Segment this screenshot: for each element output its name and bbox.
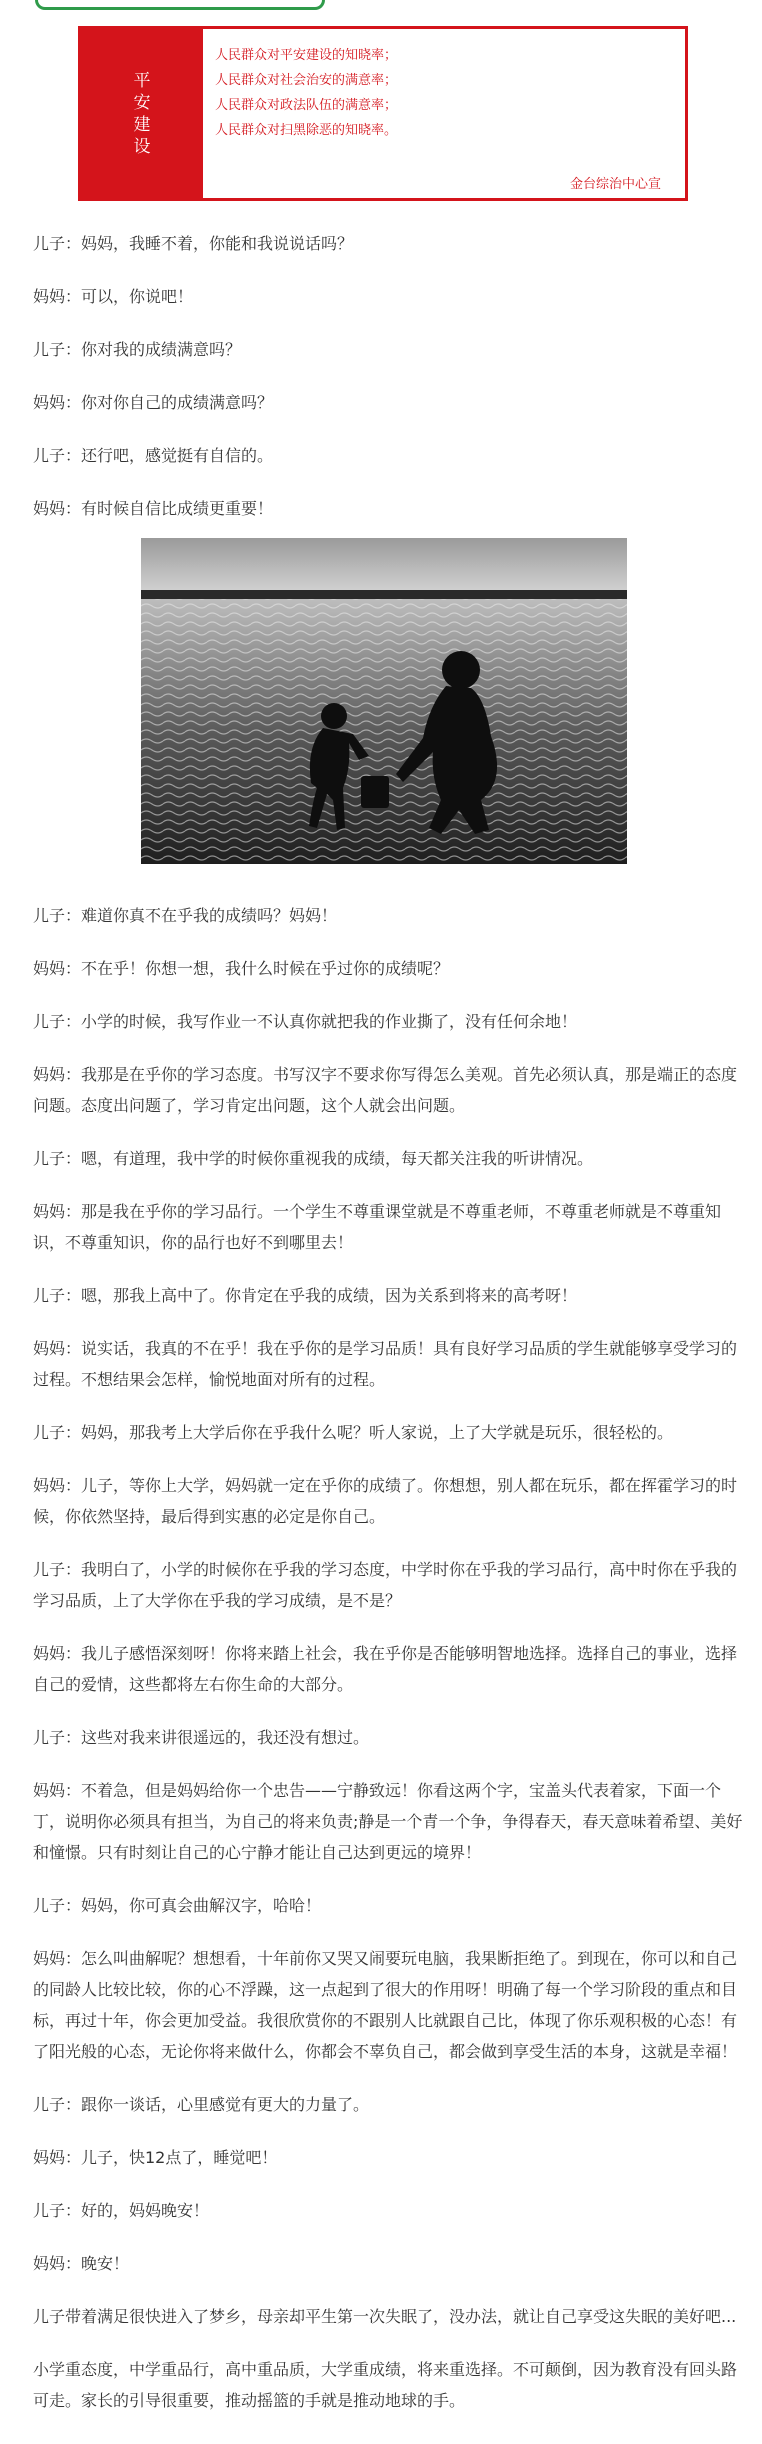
dialogue-line: 妈妈：儿子，快12点了，睡觉吧！ — [33, 2148, 278, 2167]
dialogue-line: 儿子：好的，妈妈晚安！ — [33, 2201, 210, 2220]
banner-line: 人民群众对扫黑除恶的知晓率。 — [215, 123, 398, 138]
dialogue-line: 妈妈：怎么叫曲解呢？想想看，十年前你又哭又闹要玩电脑，我果断拒绝了。到现在，你可以和自己的同龄人比较比较，你的心不浮躁，这一点起到了很大的作用呀！明确了每一个学习阶段的重点和目标，再过十年，你会更加受益。我很欣赏你的不跟别人比就跟自己比，体现了你乐观积极的心态！有了阳光般的心态，无论你将来做什么，你都会不辜负自己，都会做到享受生活的本身，这就是幸福！ — [33, 1949, 738, 2061]
dialogue-line: 儿子：还行吧，感觉挺有自信的。 — [33, 446, 274, 465]
dialogue-line: 妈妈：不着急，但是妈妈给你一个忠告——宁静致远！你看这两个字，宝盖头代表着家，下面一个丁，说明你必须具有担当，为自己的将来负责;静是一个青一个争，争得春天，春天意味着希望、美好和憧憬。只有时刻让自己的心宁静才能让自己达到更远的境界！ — [33, 1781, 743, 1862]
banner-line: 人民群众对平安建设的知晓率； — [215, 48, 398, 63]
top-banner-border — [35, 0, 325, 10]
dialogue-line: 儿子：这些对我来讲很遥远的，我还没有想过。 — [33, 1728, 370, 1747]
dialogue-line: 妈妈：不在乎！你想一想，我什么时候在乎过你的成绩呢？ — [33, 959, 450, 978]
dialogue-line: 儿子：妈妈，那我考上大学后你在乎我什么呢？听人家说，上了大学就是玩乐，很轻松的。 — [33, 1423, 674, 1442]
dialogue-line: 妈妈：我儿子感悟深刻呀！你将来踏上社会，我在乎你是否能够明智地选择。选择自己的事业，选择自己的爱情，这些都将左右你生命的大部分。 — [33, 1644, 738, 1694]
dialogue-line: 儿子：嗯，有道理，我中学的时候你重视我的成绩，每天都关注我的听讲情况。 — [33, 1149, 594, 1168]
mother-child-photo — [141, 538, 627, 864]
dialogue-line: 儿子：难道你真不在乎我的成绩吗？妈妈！ — [33, 906, 338, 925]
dialogue-line: 妈妈：说实话，我真的不在乎！我在乎你的是学习品质！具有良好学习品质的学生就能够享受学习的过程。不想结果会怎样，愉悦地面对所有的过程。 — [33, 1339, 738, 1389]
banner-lines — [215, 43, 397, 143]
banner-side-title: 平安建设 — [133, 70, 151, 157]
dialogue-line: 妈妈：我那是在乎你的学习态度。书写汉字不要求你写得怎么美观。首先必须认真，那是端正的态度问题。态度出问题了，学习肯定出问题，这个人就会出问题。 — [33, 1065, 738, 1115]
dialogue-line: 儿子：跟你一谈话，心里感觉有更大的力量了。 — [33, 2095, 370, 2114]
dialogue-part-1 — [33, 228, 745, 546]
dialogue-line: 小学重态度，中学重品行，高中重品质，大学重成绩，将来重选择。不可颠倒，因为教育没有回头路可走。家长的引导很重要，推动摇篮的手就是推动地球的手。 — [33, 2360, 738, 2410]
dialogue-line: 妈妈：晚安！ — [33, 2254, 130, 2273]
beach-silhouette-icon — [141, 538, 627, 864]
dialogue-line: 儿子：妈妈，你可真会曲解汉字，哈哈！ — [33, 1896, 322, 1915]
dialogue-line: 妈妈：儿子，等你上大学，妈妈就一定在乎你的成绩了。你想想，别人都在玩乐，都在挥霍学习的时候，你依然坚持，最后得到实惠的必定是你自己。 — [33, 1476, 738, 1526]
dialogue-line: 儿子：小学的时候，我写作业一不认真你就把我的作业撕了，没有任何余地！ — [33, 1012, 578, 1031]
dialogue-line: 妈妈：可以，你说吧！ — [33, 287, 194, 306]
banner-line: 人民群众对政法队伍的满意率； — [215, 98, 398, 113]
dialogue-line: 儿子带着满足很快进入了梦乡，母亲却平生第一次失眠了，没办法，就让自己享受这失眠的美好吧... — [33, 2307, 737, 2326]
dialogue-line: 妈妈：有时候自信比成绩更重要！ — [33, 499, 274, 518]
dialogue-line: 儿子：嗯，那我上高中了。你肯定在乎我的成绩，因为关系到将来的高考呀！ — [33, 1286, 578, 1305]
banner-line: 人民群众对社会治安的满意率； — [215, 73, 398, 88]
banner-signature: 金台综治中心宣 — [569, 177, 661, 192]
safety-construction-banner — [78, 26, 688, 201]
dialogue-line: 儿子：你对我的成绩满意吗？ — [33, 340, 242, 359]
dialogue-line: 妈妈：那是我在乎你的学习品行。一个学生不尊重课堂就是不尊重老师，不尊重老师就是不尊重知识，不尊重知识，你的品行也好不到哪里去！ — [33, 1202, 722, 1252]
dialogue-part-2 — [33, 900, 745, 2438]
dialogue-line: 妈妈：你对你自己的成绩满意吗？ — [33, 393, 274, 412]
dialogue-line: 儿子：妈妈，我睡不着，你能和我说说话吗？ — [33, 234, 354, 253]
banner-side-panel — [81, 29, 203, 198]
dialogue-line: 儿子：我明白了，小学的时候你在乎我的学习态度，中学时你在乎我的学习品行，高中时你在乎我的学习品质，上了大学你在乎我的学习成绩，是不是？ — [33, 1560, 738, 1610]
